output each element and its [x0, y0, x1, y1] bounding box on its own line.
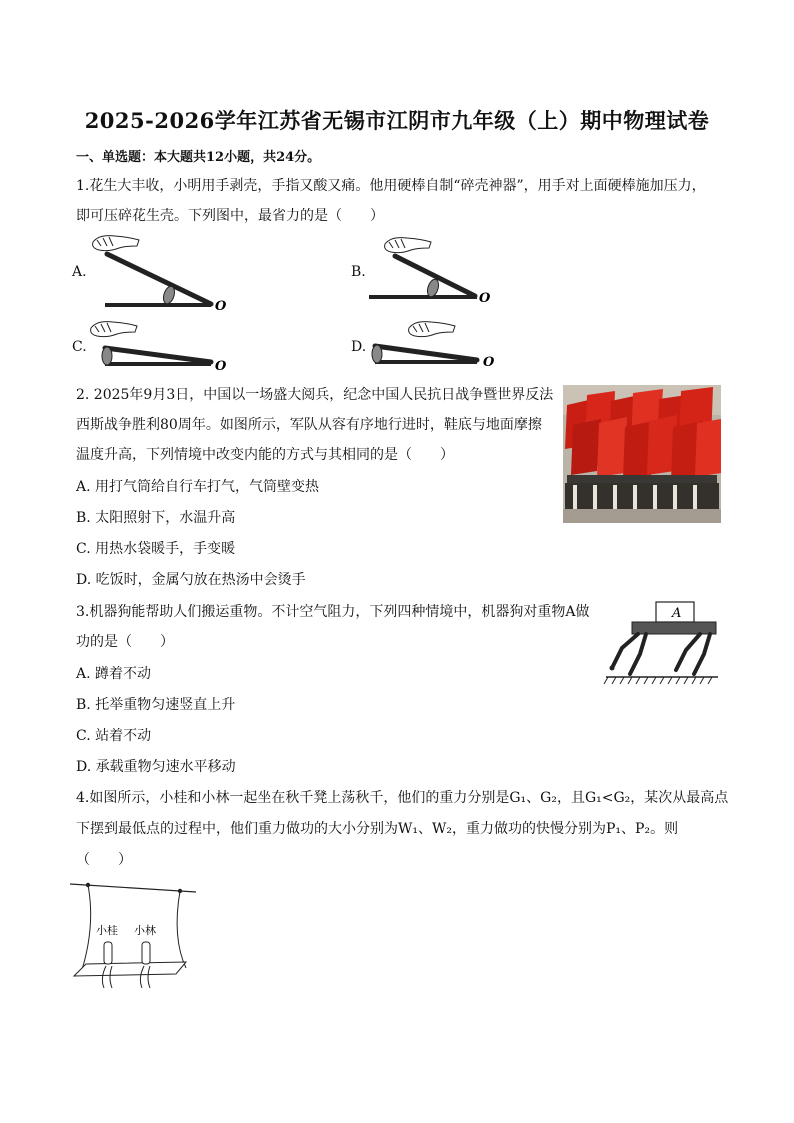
q1-lever-diagram-a: [85, 232, 235, 312]
robot-dog-body: [632, 622, 716, 634]
q3-stem-line-2: 功的是（ ）: [76, 634, 174, 650]
q2-option-b[interactable]: B. 太阳照射下，水温升高: [76, 510, 236, 526]
pivot-o-label: O: [215, 359, 227, 374]
q1-option-d-label: D.: [351, 339, 367, 355]
robot-dog-diagram: [600, 598, 724, 686]
q3-option-c[interactable]: C. 站着不动: [76, 728, 152, 744]
swing-seat: [74, 962, 186, 976]
red-flags-icon: [565, 387, 721, 481]
q4-stem-line-3: （ ）: [76, 852, 132, 868]
hand-icon: [385, 238, 431, 253]
q1-option-a-label[interactable]: A.: [72, 264, 87, 280]
q2-option-c[interactable]: C. 用热水袋暖手，手变暖: [76, 541, 236, 557]
q3-stem-line-1: 3.机器狗能帮助人们搬运重物。不计空气阻力，下列四种情境中，机器狗对重物A做: [76, 604, 590, 620]
q4-stem-line-2: 下摆到最低点的过程中，他们重力做功的大小分别为W₁、W₂，重力做功的快慢分别为P₁、P₂。则: [76, 821, 679, 837]
peanut-icon: [102, 347, 112, 365]
peanut-icon: [372, 345, 382, 363]
q2-option-a[interactable]: A. 用打气筒给自行车打气，气筒壁变热: [76, 479, 320, 495]
swing-rope-right: [177, 891, 186, 968]
pivot-o-label: O: [483, 355, 495, 370]
box-a-label: A: [672, 606, 682, 621]
q2-stem-line-3: 温度升高，下列情境中改变内能的方式与其相同的是（ ）: [76, 447, 454, 463]
q3-option-b[interactable]: B. 托举重物匀速竖直上升: [76, 697, 236, 713]
q3-option-a[interactable]: A. 蹲着不动: [76, 666, 152, 682]
pivot-o-label: O: [479, 291, 491, 306]
ground-hatching: [604, 677, 712, 684]
hand-icon: [409, 322, 455, 337]
marching-soldiers-icon: [563, 475, 721, 523]
military-parade-photo: [563, 385, 721, 523]
robot-dog-legs-icon: [612, 634, 710, 674]
q1-option-b-label[interactable]: B.: [351, 264, 366, 280]
section-heading: 一、单选题：本大题共12小题，共24分。: [76, 150, 321, 165]
q2-option-d[interactable]: D. 吃饭时，金属勺放在热汤中会烫手: [76, 572, 306, 588]
hand-icon: [93, 236, 139, 251]
q2-stem-line-2: 西斯战争胜利80周年。如图所示，军队从容有序地行进时，鞋底与地面摩擦: [76, 417, 542, 433]
pivot-o-label: O: [215, 299, 227, 312]
q1-lever-diagram-c: [85, 318, 235, 374]
q1-option-c-label[interactable]: C.: [72, 339, 87, 355]
q4-stem-line-1: 4.如图所示，小桂和小林一起坐在秋千凳上荡秋千，他们的重力分别是G₁、G₂，且G₁<G₂，某次从最高点: [76, 790, 729, 806]
person-label-xiaogui: 小桂: [96, 924, 118, 937]
page-title: 2025-2026学年江苏省无锡市江阴市九年级（上）期中物理试卷: [84, 108, 710, 133]
q1-stem-line-1: 1.花生大丰收，小明用手剥壳，手指又酸又痛。他用硬棒自制“碎壳神器”，用手对上面硬棒施加压力，: [76, 178, 706, 194]
person-label-xiaolin: 小林: [134, 924, 156, 937]
q3-option-d[interactable]: D. 承载重物匀速水平移动: [76, 759, 236, 775]
swing-diagram: [66, 878, 202, 994]
hand-icon: [91, 322, 137, 337]
swing-rope-left: [80, 885, 91, 976]
q1-stem-line-2: 即可压碎花生壳。下列图中，最省力的是（ ）: [76, 208, 384, 224]
q1-lever-diagram-d: [365, 318, 515, 374]
q2-stem-line-1: 2. 2025年9月3日，中国以一场盛大阅兵，纪念中国人民抗日战争暨世界反法: [76, 387, 554, 403]
q1-lever-diagram-b: [365, 234, 515, 306]
